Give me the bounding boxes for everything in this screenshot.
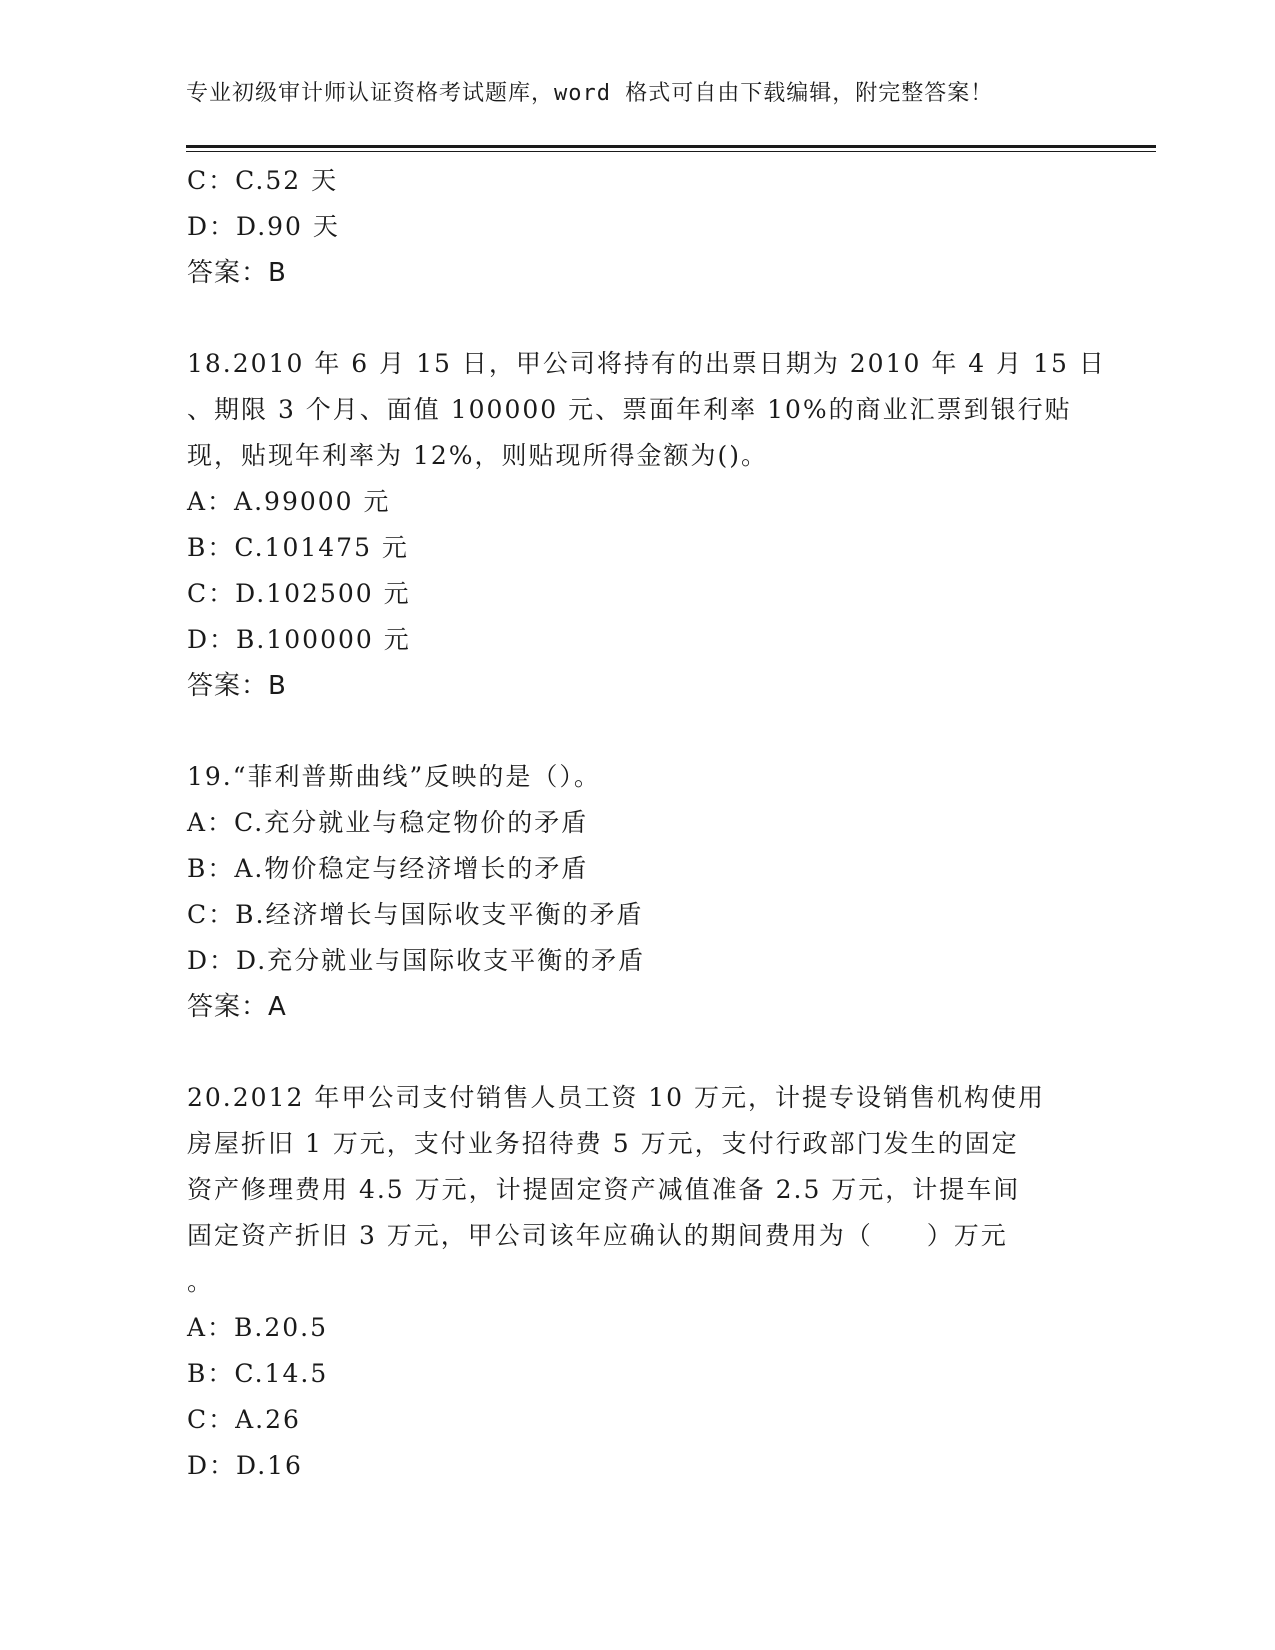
page-header: 专业初级审计师认证资格考试题库，word 格式可自由下载编辑，附完整答案！ — [186, 81, 994, 106]
option-line: D：D.充分就业与国际收支平衡的矛盾 — [187, 946, 646, 975]
question-19 — [187, 754, 1077, 1030]
question-stem-line: 19.“菲利普斯曲线”反映的是（）。 — [187, 762, 601, 791]
option-line: A：B.20.5 — [187, 1313, 329, 1342]
option-line: D：D.16 — [187, 1451, 303, 1480]
spacer — [187, 709, 1077, 754]
question-20 — [187, 1075, 1077, 1489]
carryover-block — [187, 158, 1077, 296]
option-line: C：C.52 天 — [187, 166, 339, 195]
spacer — [187, 1030, 1077, 1075]
question-stem-line: 资产修理费用 4.5 万元，计提固定资产减值准备 2.5 万元，计提车间 — [187, 1175, 1021, 1204]
question-stem-line: 。 — [187, 1267, 215, 1296]
option-line: D：D.90 天 — [187, 212, 340, 241]
document-body — [187, 158, 1106, 1489]
option-line: C：A.26 — [187, 1405, 301, 1434]
question-stem-line: 18.2010 年 6 月 15 日，甲公司将持有的出票日期为 2010 年 4 月 15 日 — [187, 349, 1106, 378]
question-18 — [187, 341, 1106, 709]
option-line: A：C.充分就业与稳定物价的矛盾 — [187, 808, 589, 837]
answer-line: 答案：A — [187, 992, 287, 1022]
question-stem-line: 现，贴现年利率为 12%，则贴现所得金额为()。 — [187, 441, 769, 470]
option-line: B：C.14.5 — [187, 1359, 329, 1388]
header-rule-thick — [186, 145, 1156, 148]
answer-line: 答案：B — [187, 258, 287, 288]
question-stem-line: 固定资产折旧 3 万元，甲公司该年应确认的期间费用为（ ）万元 — [187, 1221, 1008, 1250]
option-line: C：B.经济增长与国际收支平衡的矛盾 — [187, 900, 644, 929]
question-stem-line: 20.2012 年甲公司支付销售人员工资 10 万元，计提专设销售机构使用 — [187, 1083, 1046, 1112]
option-line: B：A.物价稳定与经济增长的矛盾 — [187, 854, 589, 883]
option-line: D：B.100000 元 — [187, 625, 411, 654]
header-rule-thin — [186, 151, 1156, 152]
option-line: A：A.99000 元 — [187, 487, 391, 516]
answer-line: 答案：B — [187, 671, 287, 701]
option-line: B：C.101475 元 — [187, 533, 409, 562]
question-stem-line: 房屋折旧 1 万元，支付业务招待费 5 万元，支付行政部门发生的固定 — [187, 1129, 1019, 1158]
question-stem-line: 、期限 3 个月、面值 100000 元、票面年利率 10%的商业汇票到银行贴 — [187, 395, 1072, 424]
spacer — [187, 296, 1077, 341]
option-line: C：D.102500 元 — [187, 579, 411, 608]
